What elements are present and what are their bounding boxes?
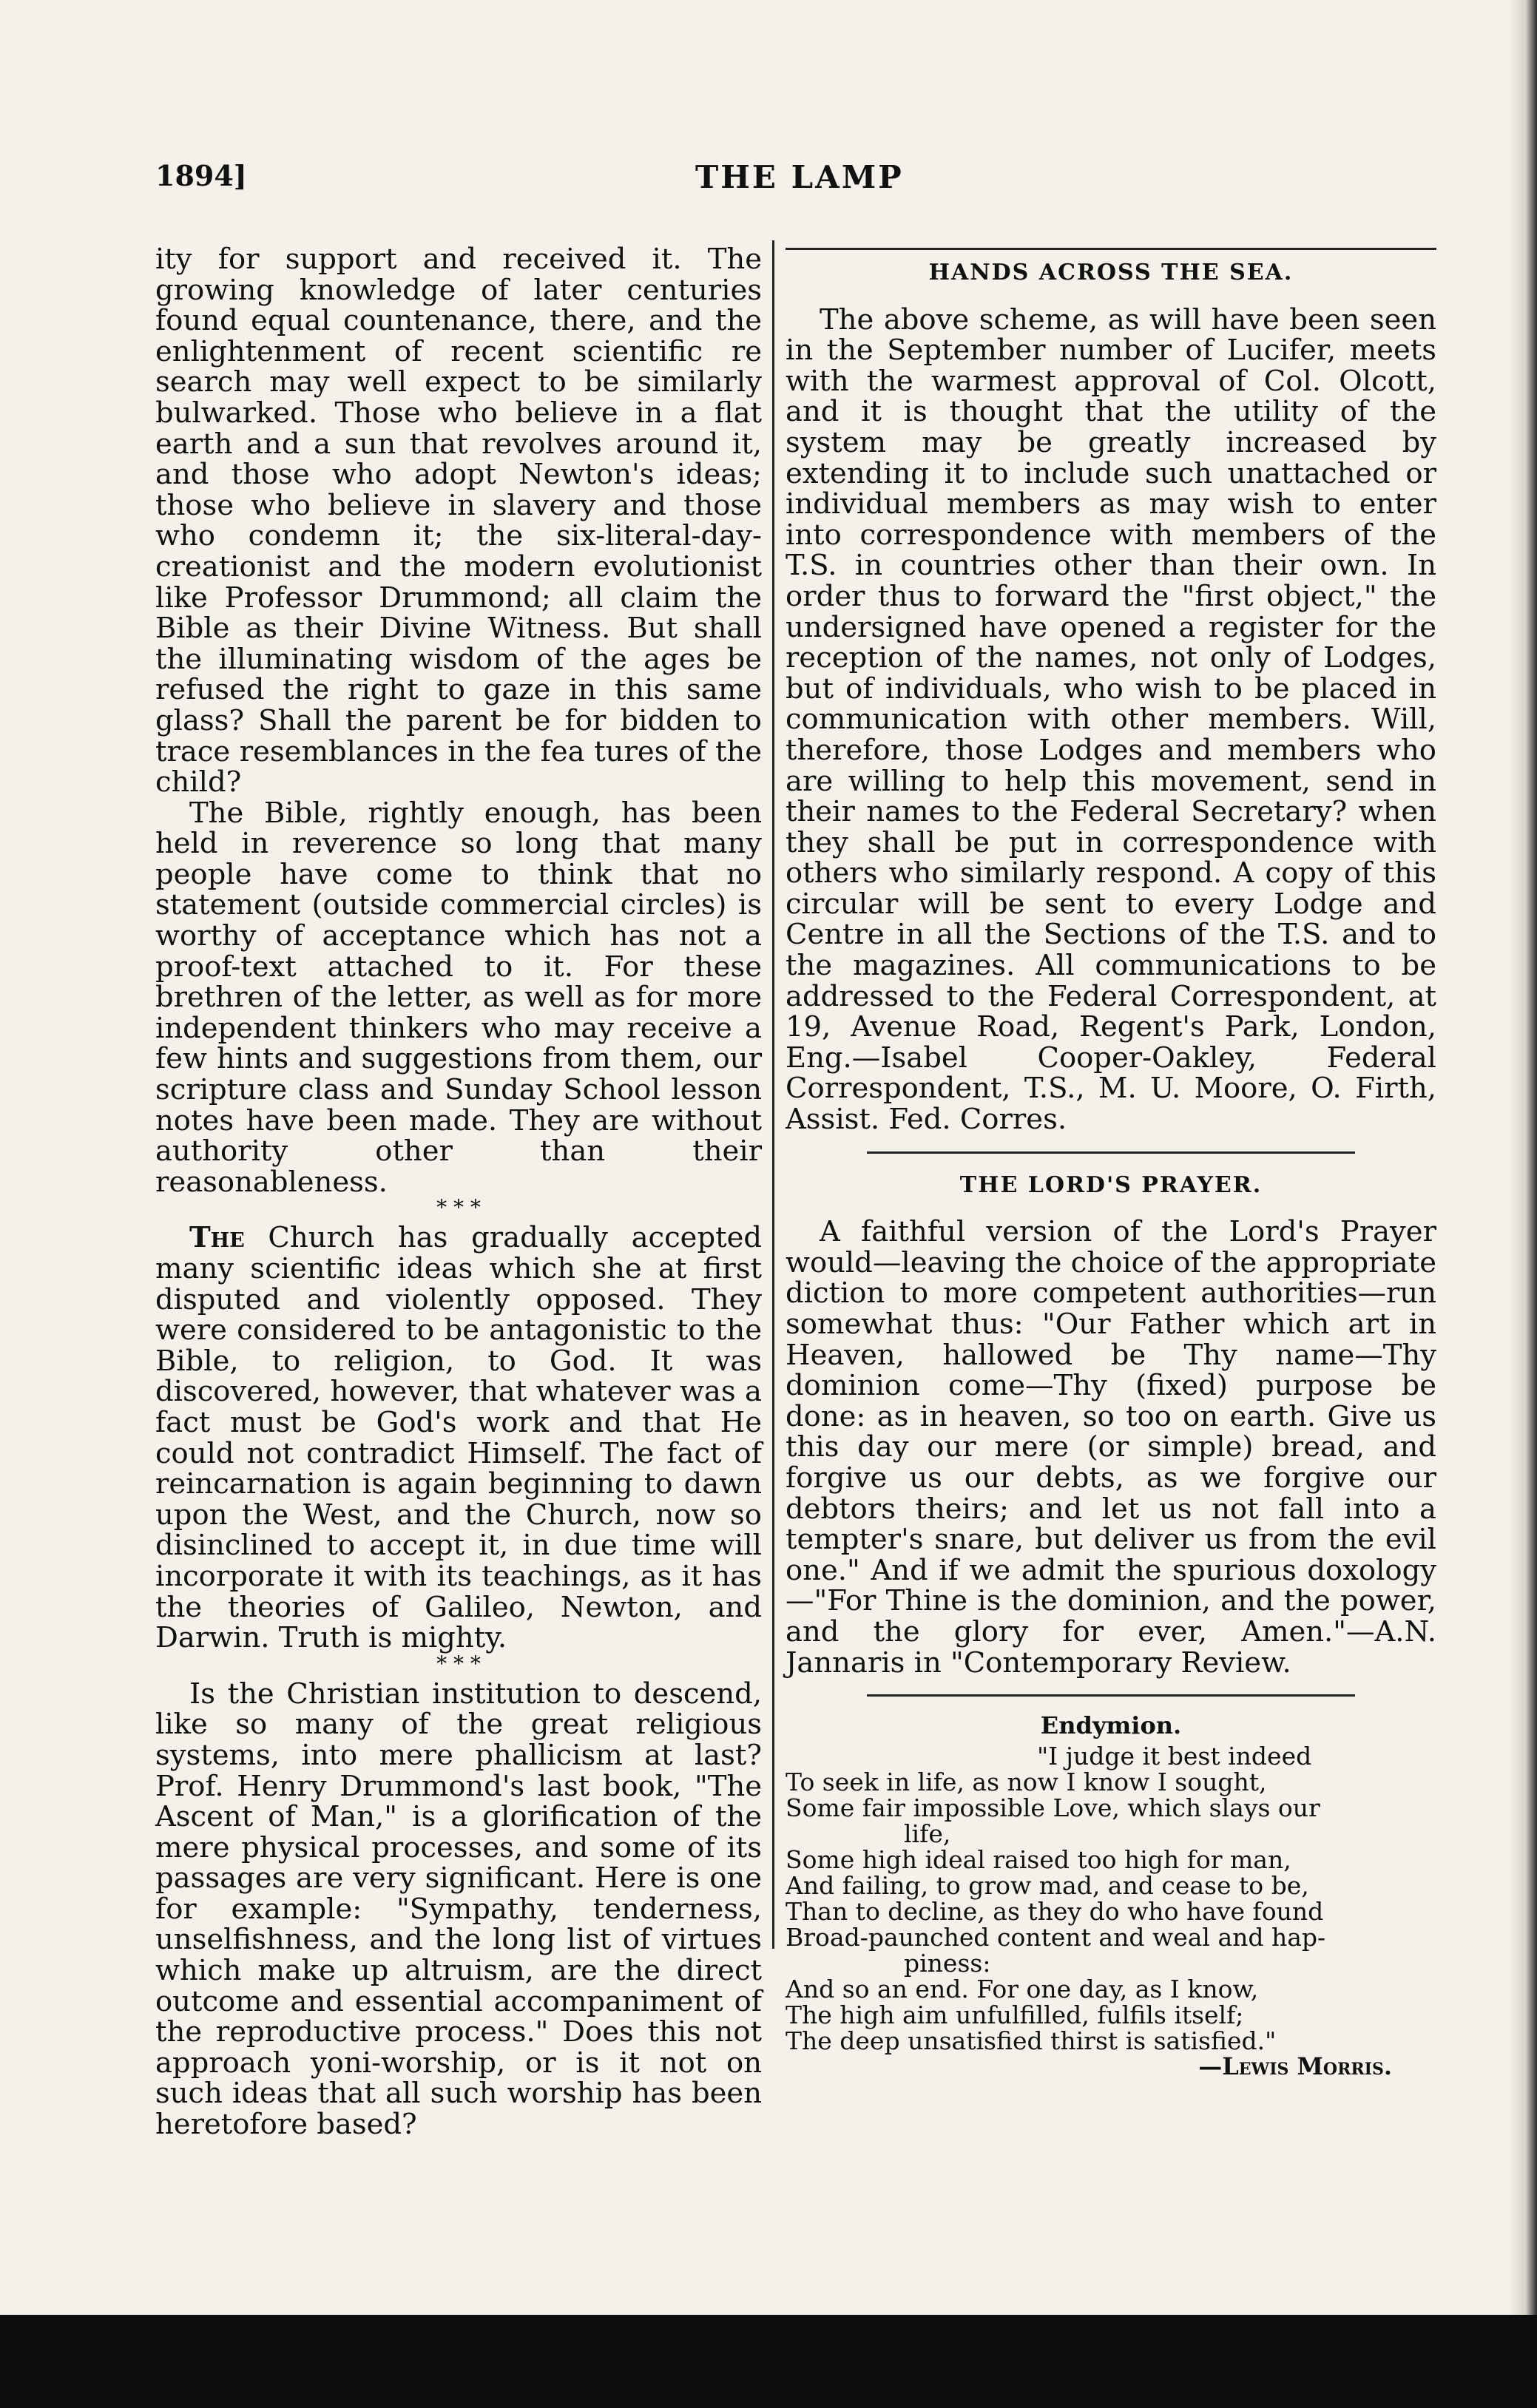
poem-line: The deep unsatisfied thirst is satisfied." [786,2026,1277,2056]
section-body-lords-prayer: A faithful version of the Lord's Prayer would—leaving the choice of the appropriate diction to more competent authorities—run somewhat thus: "Our Father which art in Heaven, hallowed be Thy name—Thy dominion come—Thy (fixed) purpose be done: as in heaven, so too on earth. Give us this day our mere (or simple) bread, and forgive us our debts, as we forgive our debtors theirs; and let us not fall into a tempter's snare, but deliver us from the evil one." And if we admit the spurious doxology—"For Thine is the dominion, and the power, and the glory for ever, Amen."—A.N. Jannaris in "Contemporary Review. [786,1215,1436,1680]
asterism: * * * [436,1651,481,1676]
paragraph-1: ity for support and received it. The growing knowledge of later centuries found equal countenance, there, and the enlightenment of recent scientific re search may well expect to be similarly bulwarked. Those who believe in a flat earth and a sun that revolves around it, and those who adopt Newton's ideas; those who believe in slavery and those who condemn it; the six-literal-day-creationist and the modern evolutionist like Professor Drummond; all claim the Bible as their Divine Witness. But shall the illuminating wisdom of the ages be refused the right to gaze in this same glass? Shall the parent be for bidden to trace resemblances in the fea tures of the child? [155,243,762,799]
poem-line: And so an end. For one day, as I know, [786,1975,1259,2004]
right-column [786,244,1436,2080]
paragraph-3-body: Church has gradually accepted many scientific ideas which she at first disputed and violently opposed. They were considered to be antagonistic to the Bible, to religion, to God. It was discovered, however, that whatever was a fact must be God's work and that He could not contradict Himself. The fact of reincarnation is again beginning to dawn upon the West, and the Church, now so disinclined to accept it, in due time will incorporate it with its teachings, as it has the theories of Galileo, Newton, and Darwin. Truth is mighty. [155,1221,762,1655]
poem-line: Some fair impossible Love, which slays our [786,1793,1320,1823]
left-column [155,244,762,2140]
page-number: 1894] [155,159,247,192]
running-title: THE LAMP [695,159,904,195]
poem-line: piness: [904,1949,991,1978]
poem-line: Broad-paunched content and weal and hap- [786,1923,1326,1952]
column-divider [772,240,774,1949]
paragraph-2: The Bible, rightly enough, has been held in reverence so long that many people have come to think that no statement (outside commercial circles) is worthy of acceptance which has not a proof-text attached to it. For these brethren of the letter, as well as for more independent thinkers who may receive a few hints and suggestions from them, our scripture class and Sunday School lesson notes have been made. They are without authority other than their reasonableness. [155,796,762,1199]
poem-line: "I judge it best indeed [1037,1742,1312,1771]
poem-author: —Lewis Morris. [1198,2052,1392,2081]
poem-line: The high aim unfulfilled, fulfils itself; [786,2001,1244,2030]
poem-line: Some high ideal raised too high for man, [786,1845,1291,1875]
paragraph-4: Is the Christian institution to descend, like so many of the great religious systems, into mere phallicism at last? Prof. Henry Drummond's last book, "The Ascent of Man," is a glorification of the mere physical processes, and some of its passages are very significant. Here is one for example: "Sympathy, tenderness, unselfishness, and the long list of virtues which make up altruism, are the direct outcome and essential accompaniment of the reproductive process." Does this not approach yoni-worship, or is it not on such ideas that all such worship has been heretofore based? [155,1677,762,2142]
section-rule [867,1694,1355,1697]
poem-line: To seek in life, as now I know I sought, [786,1768,1267,1797]
scan-border [0,2315,1537,2408]
section-body-hands-across-the-sea: The above scheme, as will have been seen in the September number of Lucifer, meets with the warmest approval of Col. Olcott, and it is thought that the utility of the system may be greatly increased by extending it to include such unattached or individual members as may wish to enter into correspondence with members of the T.S. in countries other than their own. In order thus to forward the "first object," the undersigned have opened a register for the reception of the names, not only of Lodges, but of individuals, who wish to be placed in communication with other members. Will, therefore, those Lodges and members who are willing to help this movement, send in their names to the Federal Secretary? when they shall be put in correspondence with others who similarly respond. A copy of this circular will be sent to every Lodge and Centre in all the Sections of the T.S. and to the magazines. All communications to be addressed to the Federal Correspondent, at 19, Avenue Road, Regent's Park, London, Eng.—Isabel Cooper-Oakley, Federal Correspondent, T.S., M. U. Moore, O. Firth, Assist. Fed. Corres. [786,302,1436,1137]
section-title-lords-prayer: THE LORD'S PRAYER. [959,1171,1263,1198]
poem-title: Endymion. [1040,1711,1182,1740]
poem-line: life, [904,1819,951,1849]
section-title-hands-across-the-sea: HANDS ACROSS THE SEA. [928,260,1294,285]
paragraph-3-lead: The [189,1221,245,1255]
page-edge-shadow [1509,0,1537,2408]
section-rule [867,1151,1355,1154]
page-header [155,159,1442,203]
asterism: * * * [436,1195,481,1220]
poem-line: Than to decline, as they do who have found [786,1897,1324,1927]
poem-endymion [786,1713,1436,2080]
poem-line: And failing, to grow mad, and cease to be, [786,1871,1309,1901]
paragraph-3 [155,1222,762,1653]
